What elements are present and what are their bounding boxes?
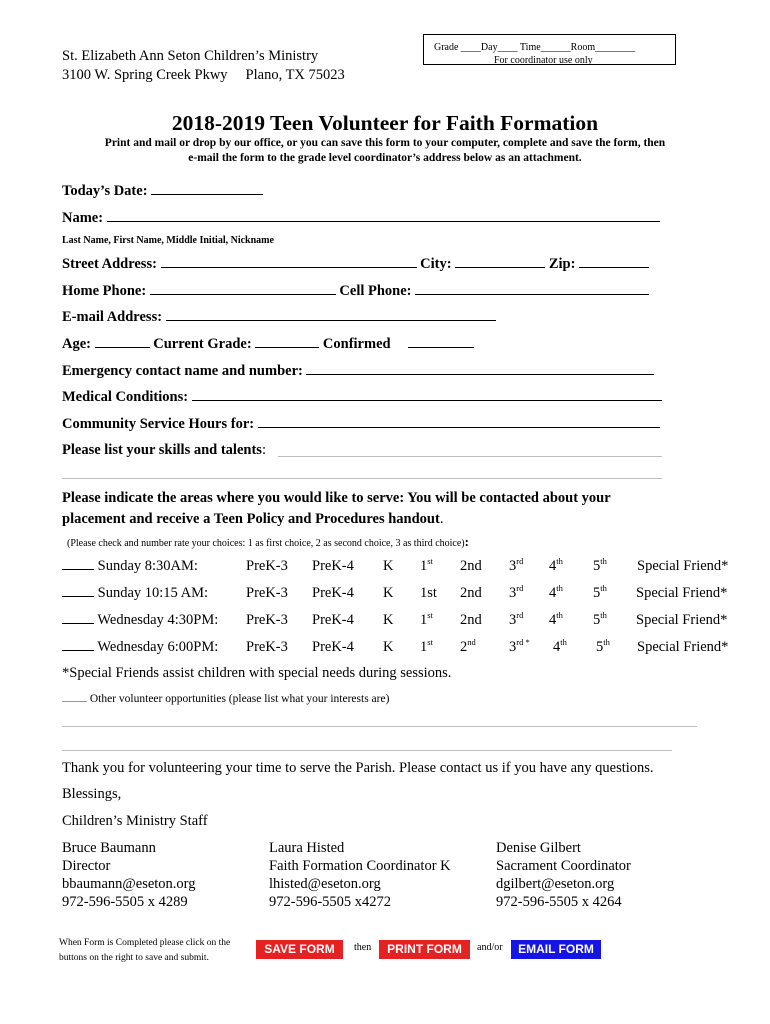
grade-prek3: PreK-3 <box>246 612 288 628</box>
choice-blank[interactable] <box>62 558 94 570</box>
staff-faith-formation <box>269 839 451 911</box>
grade-5th: 5th <box>593 556 607 574</box>
staff-email: dgilbert@eseton.org <box>496 876 615 892</box>
schedule-row <box>62 639 218 656</box>
todays-date-label: Today’s Date: <box>62 183 148 199</box>
medical-field[interactable] <box>192 388 662 401</box>
instructions-line-1: Print and mail or drop by our office, or you can save this form to your computer, complete and save the form, then <box>104 137 666 149</box>
coordinator-use-box <box>423 34 676 65</box>
session-label: Wednesday 4:30PM: <box>97 612 219 628</box>
staff-email: lhisted@eseton.org <box>269 876 381 892</box>
confirmed-field[interactable] <box>408 335 474 348</box>
grade-prek4: PreK-4 <box>312 612 354 628</box>
serve-heading-line-1: Please indicate the areas where you would like to serve: You will be contacted about your <box>62 490 611 506</box>
other-choice-blank[interactable] <box>62 692 87 702</box>
grade-4th: 4th <box>549 610 563 628</box>
other-opportunities-row <box>62 692 389 705</box>
schedule-row <box>62 558 198 575</box>
session-label: Wednesday 6:00PM: <box>97 639 219 655</box>
grade-2nd: 2nd <box>460 637 476 655</box>
name-field[interactable] <box>107 209 660 222</box>
schedule-row <box>62 612 218 629</box>
skills-field-line-2[interactable] <box>62 478 662 479</box>
current-grade-label: Current Grade: <box>153 336 252 352</box>
grade-1st: 1st <box>420 637 433 655</box>
coordinator-fields: Grade ____Day____ Time______Room________ <box>434 42 636 53</box>
andor-text: and/or <box>477 942 503 953</box>
skills-label: Please list your skills and talents <box>62 442 262 458</box>
name-label: Name: <box>62 210 104 226</box>
staff-phone: 972-596-5505 x4272 <box>269 894 392 910</box>
print-form-button[interactable]: PRINT FORM <box>379 940 470 959</box>
medical-label: Medical Conditions: <box>62 389 189 405</box>
skills-row <box>62 442 266 459</box>
emergency-row <box>62 362 654 380</box>
staff-name: Bruce Baumann <box>62 840 156 856</box>
save-form-button[interactable]: SAVE FORM <box>256 940 343 959</box>
special-friends-note: *Special Friends assist children with special needs during sessions. <box>62 665 452 681</box>
city-field[interactable] <box>455 255 545 268</box>
grade-prek4: PreK-4 <box>312 585 354 601</box>
confirmed-label: Confirmed <box>322 336 391 352</box>
grade-1st: 1st <box>420 556 433 574</box>
then-text: then <box>354 942 372 953</box>
grade-3rd: 3rd <box>509 610 524 628</box>
grade-3rd: 3rd <box>509 583 524 601</box>
grade-5th: 5th <box>593 610 607 628</box>
grade-1st: 1st <box>420 585 437 601</box>
service-hours-label: Community Service Hours for: <box>62 416 255 432</box>
grade-prek4: PreK-4 <box>312 639 354 655</box>
staff-sacrament <box>496 839 631 911</box>
staff-role: Director <box>62 858 111 874</box>
name-row <box>62 209 660 227</box>
blessings-text: Blessings, <box>62 786 122 802</box>
current-grade-field[interactable] <box>255 335 319 348</box>
cell-phone-label: Cell Phone: <box>339 283 412 299</box>
staff-phone: 972-596-5505 x 4264 <box>496 894 622 910</box>
todays-date-field[interactable] <box>151 182 263 195</box>
grade-special-friend: Special Friend* <box>637 558 729 574</box>
home-phone-label: Home Phone: <box>62 283 147 299</box>
grade-2nd: 2nd <box>460 585 482 601</box>
coordinator-note: For coordinator use only <box>494 55 593 65</box>
staff-name: Laura Histed <box>269 840 345 856</box>
grade-5th: 5th <box>593 583 607 601</box>
grade-1st: 1st <box>420 610 433 628</box>
other-field-line-1[interactable] <box>62 726 697 727</box>
staff-email: bbaumann@eseton.org <box>62 876 196 892</box>
address-row <box>62 255 649 273</box>
staff-heading: Children’s Ministry Staff <box>62 813 208 829</box>
grade-prek3: PreK-3 <box>246 639 288 655</box>
home-phone-field[interactable] <box>150 282 336 295</box>
staff-director <box>62 839 196 911</box>
skills-colon: : <box>261 442 266 458</box>
zip-label: Zip: <box>548 256 576 272</box>
street-label: Street Address: <box>62 256 157 272</box>
grade-2nd: 2nd <box>460 558 482 574</box>
other-opportunities-label: Other volunteer opportunities (please list what your interests are) <box>89 693 390 705</box>
medical-row <box>62 388 662 406</box>
choice-blank[interactable] <box>62 639 94 651</box>
emergency-field[interactable] <box>306 362 654 375</box>
grade-prek3: PreK-3 <box>246 585 288 601</box>
cell-phone-field[interactable] <box>415 282 649 295</box>
grade-special-friend: Special Friend* <box>636 585 728 601</box>
thanks-text: Thank you for volunteering your time to serve the Parish. Please contact us if you have any questions. <box>62 760 654 776</box>
grade-k: K <box>383 585 394 601</box>
grade-k: K <box>383 639 394 655</box>
staff-role: Faith Formation Coordinator K <box>269 858 451 874</box>
name-hint: Last Name, First Name, Middle Initial, Nickname <box>62 235 274 246</box>
org-city: Plano, TX 75023 <box>245 67 345 83</box>
org-street: 3100 W. Spring Creek Pkwy <box>62 67 228 83</box>
choice-blank[interactable] <box>62 585 94 597</box>
grade-special-friend: Special Friend* <box>636 612 728 628</box>
email-label: E-mail Address: <box>62 309 163 325</box>
session-label: Sunday 8:30AM: <box>97 558 198 574</box>
age-row <box>62 335 474 353</box>
street-field[interactable] <box>161 255 417 268</box>
session-label: Sunday 10:15 AM: <box>97 585 208 601</box>
other-field-line-2[interactable] <box>62 750 672 751</box>
email-form-button[interactable]: EMAIL FORM <box>511 940 601 959</box>
email-row <box>62 308 496 326</box>
grade-prek3: PreK-3 <box>246 558 288 574</box>
staff-role: Sacrament Coordinator <box>496 858 631 874</box>
age-field[interactable] <box>95 335 150 348</box>
zip-field[interactable] <box>579 255 649 268</box>
rate-note: (Please check and number rate your choices: 1 as first choice, 2 as second choice, 3 as third choice): <box>67 534 469 549</box>
org-street-city <box>62 66 345 85</box>
grade-k: K <box>383 612 394 628</box>
footer-note: When Form is Completed please click on the buttons on the right to save and submit. <box>59 938 231 963</box>
grade-prek4: PreK-4 <box>312 558 354 574</box>
choice-blank[interactable] <box>62 612 94 624</box>
grade-3rd: $3^{rd *}$ <box>509 637 530 655</box>
todays-date-row <box>62 182 263 200</box>
form-title: 2018-2019 Teen Volunteer for Faith Formation <box>171 111 599 135</box>
email-field[interactable] <box>166 308 496 321</box>
service-hours-row <box>62 415 660 433</box>
schedule-row <box>62 585 208 602</box>
org-name: St. Elizabeth Ann Seton Children’s Ministry <box>62 48 319 64</box>
phone-row <box>62 282 649 300</box>
serve-heading-line-2: placement and receive a Teen Policy and Procedures handout. <box>62 511 444 527</box>
emergency-label: Emergency contact name and number: <box>62 363 303 379</box>
age-label: Age: <box>62 336 91 352</box>
org-address <box>62 47 345 85</box>
grade-special-friend: Special Friend* <box>637 639 729 655</box>
grade-2nd: 2nd <box>460 612 482 628</box>
grade-4th: 4th <box>549 556 563 574</box>
grade-3rd: 3rd <box>509 556 524 574</box>
skills-field-line-1[interactable] <box>278 456 662 457</box>
staff-name: Denise Gilbert <box>496 840 581 856</box>
instructions-line-2: e-mail the form to the grade level coordinator’s address below as an attachment. <box>188 152 582 164</box>
city-label: City: <box>420 256 452 272</box>
grade-4th: 4th <box>549 583 563 601</box>
grade-k: K <box>383 558 394 574</box>
staff-phone: 972-596-5505 x 4289 <box>62 894 188 910</box>
service-hours-field[interactable] <box>258 415 660 428</box>
grade-4th: 4th <box>553 637 567 655</box>
grade-5th: 5th <box>596 637 610 655</box>
